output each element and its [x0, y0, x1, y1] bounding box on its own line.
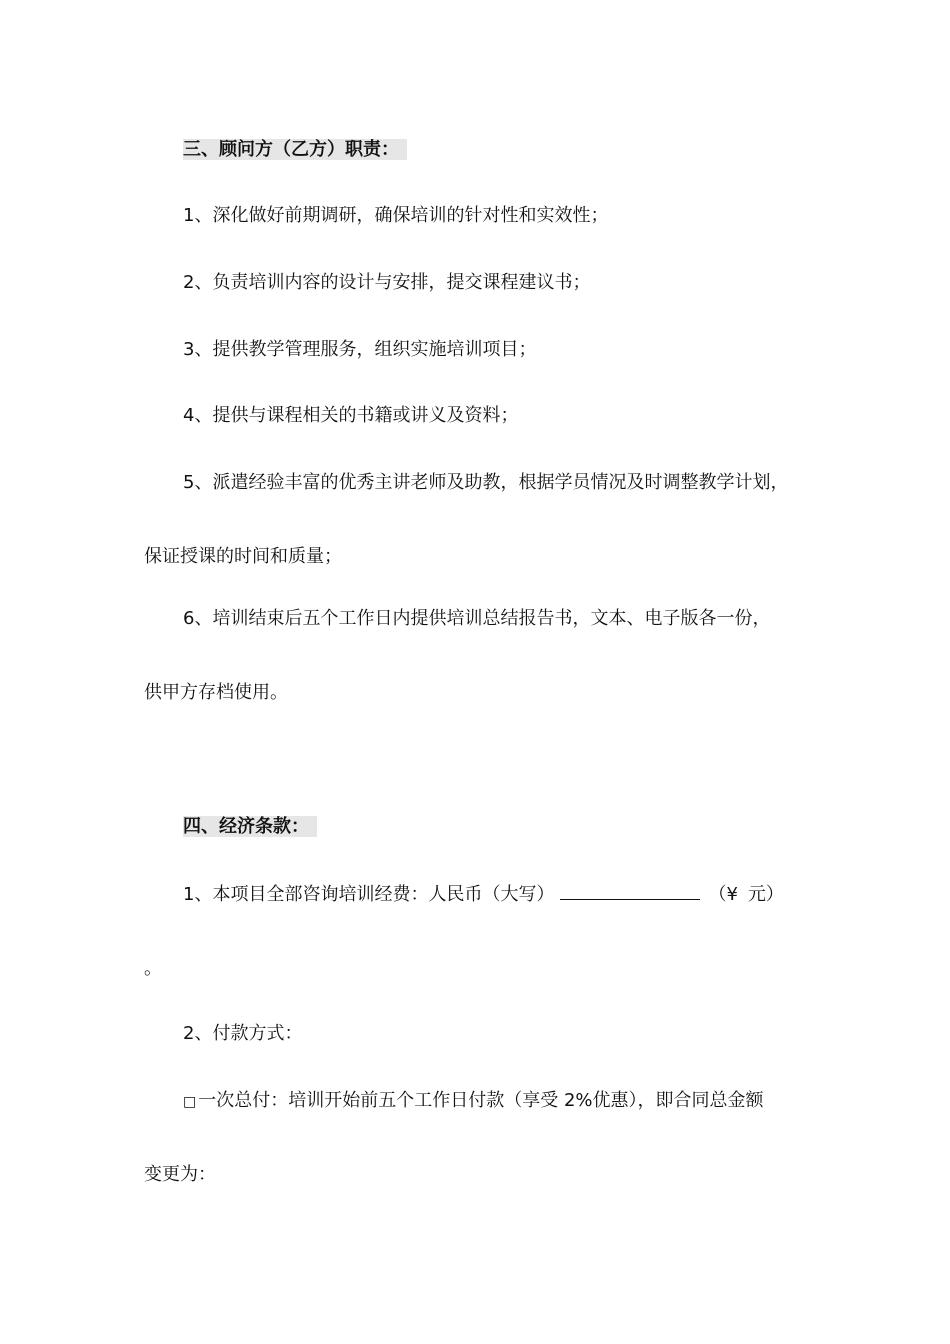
section-4-heading-row [183, 815, 317, 839]
section-3-item-4: 4、提供与课程相关的书籍或讲义及资料； [183, 405, 519, 426]
fee-amount-blank [560, 881, 700, 900]
fee-yen-open: （¥ [708, 884, 738, 905]
fee-label: 1、本项目全部咨询培训经费：人民币（大写） [183, 884, 555, 905]
payment-option-1 [183, 1089, 764, 1114]
section-3-item-6: 6、培训结束后五个工作日内提供培训总结报告书，文本、电子版各一份， [183, 608, 771, 629]
section-3-item-1: 1、深化做好前期调研，确保培训的针对性和实效性； [183, 205, 609, 226]
section-3-item-6-cont: 供甲方存档使用。 [144, 682, 288, 703]
section-4-heading: 四、经济条款： [183, 816, 317, 837]
section-3-item-3: 3、提供教学管理服务，组织实施培训项目； [183, 339, 537, 360]
payment-option-1-cont: 变更为： [144, 1164, 216, 1185]
fee-yuan-close: 元） [747, 884, 784, 905]
fee-line [183, 881, 784, 907]
section-3-item-2: 2、负责培训内容的设计与安排，提交课程建议书； [183, 272, 591, 293]
section-3-item-5: 5、派遣经验丰富的优秀主讲老师及助教，根据学员情况及时调整教学计划， [183, 472, 789, 493]
section-3-heading-row [183, 138, 407, 162]
section-3-item-5-cont: 保证授课的时间和质量； [144, 546, 342, 567]
section-3-heading: 三、顾问方（乙方）职责： [183, 139, 407, 160]
checkbox-icon[interactable]: □ [183, 1094, 197, 1110]
fee-line-end: 。 [144, 958, 162, 979]
payment-method-label: 2、付款方式： [183, 1023, 303, 1044]
payment-option-1-text: 一次总付：培训开始前五个工作日付款（享受 2%优惠），即合同总金额 [198, 1090, 764, 1111]
